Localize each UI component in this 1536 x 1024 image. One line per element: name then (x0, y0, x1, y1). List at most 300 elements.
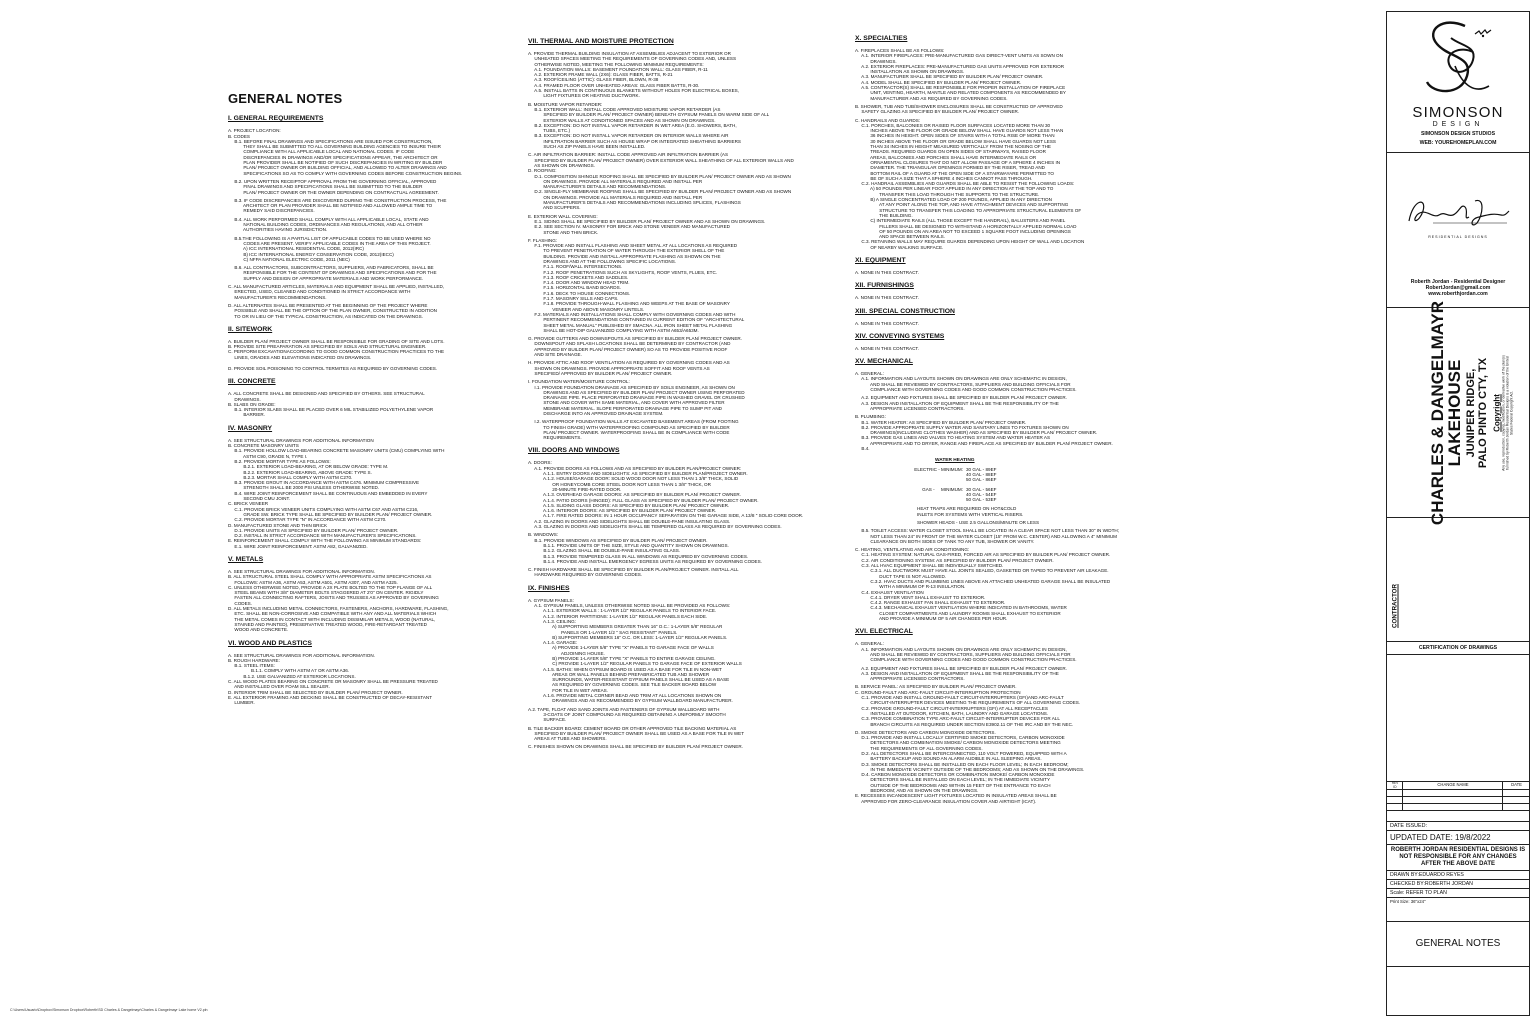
note-line: D. ROOFING: (528, 168, 557, 174)
checked-by: CHECKED BY:ROBERTH JORDAN (1387, 880, 1529, 889)
water-heating-type (913, 497, 966, 502)
section-heading: I. GENERAL REQUIREMENTS (228, 115, 324, 123)
note-line: INCHES ABOVE THE FLOOR OR GRADE BELOW SHALL HAVE GUARDS NOT LESS THAN (855, 128, 1064, 134)
note-line: G. PROVIDE GUTTERS AND DOWNSPOUTS AS SPECIFIED BY BUILDER PLAN/ PROJECT OWNER. (528, 336, 742, 342)
note-line: A.1.1. ENTRY DOORS AND SIDELIGHTS: AS SPECIFIED BY BUILDER PLAN/PROJECT OWNER. (528, 471, 748, 477)
note-line: A.4. MODEL SHALL BE SPECIFIED BY BUILDER PLAN/ PROJECT OWNER. (855, 79, 1022, 85)
rev-cell (1503, 804, 1529, 811)
section-heading: XIV. CONVEYING SYSTEMS (855, 332, 945, 340)
note-line: F.1.8. PROVIDE THROUGH-WALL FLASHING AND WEEPS AT THE BASE OF MASONRY (528, 301, 730, 307)
note-line: B.1. STEEL ITEMS: (228, 663, 275, 669)
note-line: TO PREVENT PENETRATION OF WATER THROUGH THE EXTERIOR SHELL OF THE (528, 248, 725, 254)
note-line: A. NONE IN THIS CONTRACT. (855, 320, 919, 326)
note-line: D. PROVIDE SOIL POISONING TO CONTROL TERMITES AS REQUIRED BY GOVERNING CODES. (228, 365, 438, 371)
updated-date: UPDATED DATE: 19/8/2022 (1387, 831, 1529, 845)
note-line: OR HONEYCOMB CORE STEEL DOOR NOT LESS THAN 1 3/8" THICK, OR (528, 481, 711, 487)
note-line: B.4. (855, 446, 870, 452)
note-line: OTHERWISE NOTED, MEETING THE FOLLOWING MINIMUM REQUIREMENTS: (528, 61, 704, 67)
note-line: ARCHITECT OR PLAN PROVIDER SHALL BE NOTIFIED AND ALLOWED AMPLE TIME TO (228, 203, 433, 209)
note-line: C.3. ALL HVAC EQUIPMENT SHALL BE INDIVIDUALLY SWITCHED. (855, 563, 1004, 569)
rev-cell (1403, 797, 1503, 804)
note-line: C.1. PROVIDE BRICK VENEER UNITS COMPLYING WITH ASTM C67 AND ASTM C216, (228, 506, 419, 512)
note-line: C.3. PROVIDE COMBINATION TYPE ARC-FAULT CIRCUIT-INTERRUPTER DEVICES FOR ALL (855, 716, 1060, 722)
note-line: IN THE IMMEDIATE VICINITY OUTSIDE OF THE BEDROOMS; AND AS SHOWN ON THE DRAWINGS. (855, 766, 1085, 772)
note-line: MANUFACTURER'S RECOMMENDATIONS. (228, 294, 327, 300)
note-line: B.1. BEFORE FINAL DRAWINGS AND SPECIFICATIONS ARE ISSUED FOR CONSTRUCTION, (228, 138, 433, 144)
note-line: A. DOORS: (528, 460, 552, 466)
notes-section (528, 447, 828, 577)
note-line: SURROUNDS, WATER-RESISTANT GYPSUM PANELS SHALL BE USED AS A BASE (528, 677, 730, 683)
note-line: C. ALL MANUFACTURED ARTICLES, MATERIALS AND EQUIPMENT SHALL BE APPLIED, INSTALLED, (228, 284, 445, 290)
revision-box (1387, 782, 1529, 822)
notes-section (855, 628, 1155, 804)
note-line: HARDWARE REQUIRED BY GOVERNING CODES. (528, 572, 643, 578)
note-line: E.1. WIRE JOINT REINFORCEMENT: ASTM A82, GALVANIZED. (228, 543, 368, 549)
section-heading: XI. EQUIPMENT (855, 256, 906, 264)
note-line: SECOND CMU JOINT. (228, 496, 291, 502)
date-header: DATE (1503, 782, 1529, 790)
note-line: ON DRAWINGS. PROVIDE ALL MATERIALS REQUIRED AND INSTALL PER (528, 194, 703, 200)
note-line: AS REQUIRED BY GOVERNING CODES. SEE TILE BACKER BOARD BELOW (528, 682, 717, 688)
notes-section (855, 333, 1155, 351)
notes-section (855, 35, 1155, 250)
title-block (1386, 11, 1530, 1016)
note-line: C.2. AIR CONDITIONING SYSTEM: AS SPECIFIED BY BUILDER PLAN/ PROJECT OWNER. (855, 557, 1054, 563)
signature-icon (1403, 193, 1513, 233)
note-line: A. GENERAL: (855, 371, 884, 377)
simonson-logo-icon (1403, 16, 1513, 104)
note-line: A.1. INFORMATION AND LAYOUTS SHOWN ON DRAWINGS ARE ONLY SCHEMATIC IN DESIGN, (855, 646, 1067, 652)
note-line: A.2. EQUIPMENT AND FIXTURES SHALL BE SPECIFIED BY BUILDER PLAN/ PROJECT OWNER. (855, 395, 1067, 401)
revision-table (1387, 782, 1529, 811)
note-line: B.1.2. USE GALVANIZED AT EXTERIOR LOCATIONS. (228, 673, 356, 679)
note-line: 20-MINUTE FIRE-RATED DOOR. (528, 486, 622, 492)
note-line: ERECTED, USED, CLEANED AND CONDITIONED IN STRICT ACCORDANCE WITH (228, 289, 411, 295)
note-line: SHEET METAL MANUAL" PUBLISHED BY SMACNA. ALL IRON SHEET METAL FLASHING (528, 322, 733, 328)
note-line: B.2.3. MORTAR SHALL COMPLY WITH ASTM C270. (228, 474, 353, 480)
note-line: DISCHARGE INTO AN APPROVED DRAINAGE SYSTEM. (528, 411, 664, 416)
signature-sub: RESIDENTIAL DESIGNS (1428, 235, 1488, 239)
note-line: B.4. ALL WORK PERFORMED SHALL COMPLY WITH ALL APPLICABLE LOCAL, STATE AND (228, 216, 429, 222)
note-line: A.1.6. PROVIDE METAL CORNER BEAD AND TRIM AT ALL LOCATIONS SHOWN ON (528, 693, 722, 699)
water-heating-rating: 40 GAL - 88EF (966, 471, 997, 477)
note-line: SHOWN ON DRAWINGS. PROVIDE APPROPRIATE SOFFIT AND ROOF VENTS AS (528, 365, 710, 371)
note-line: ORNAMENTAL CLOSURES THAT DO NOT ALLOW PASSAGE OF A SPHERE 4 INCHES IN (855, 159, 1061, 165)
note-line: STONE AND THIN BRICK. (528, 229, 599, 235)
note-line: D. INTERIOR TRIM SHALL BE SELECTED BY BUILDER PLAN/ PROJECT OWNER. (228, 689, 403, 695)
note-line: SUPPLY AND DESIGN OF APPROPRIATE MATERIALS AND WORK PERFORMANCE. (228, 275, 424, 281)
project-name-line-2: LAKEHOUSE (1445, 359, 1464, 467)
note-line: FOLLOWS: ASTM A36, ASTM A53, ASTM A501, ASTM A307, AND ASTM A325. (228, 579, 398, 585)
date-issued: DATE ISSUED: (1387, 822, 1529, 831)
note-line: SHALL BE HOT-DIP GALVANIZED COMPLYING WITH ASTM A653/A653M. (528, 327, 699, 333)
note-line: EXTERIOR WALLS AT CONDITIONED SPACES AND AS SHOWN ON DRAWINGS. (528, 117, 716, 123)
note-line: MEMBRANE MATERIAL. SLOPE PERFORATED DRAINAGE PIPE TO SUMP PIT AND (528, 405, 722, 411)
note-line: WOOD AND CONCRETE. (228, 627, 289, 633)
note-line: STRENGTH SHALL BE 2000 PSI UNLESS OTHERWISE NOTED. (228, 485, 380, 491)
notes-column-2 (528, 38, 828, 757)
section-heading: IV. MASONRY (228, 424, 273, 432)
notes-section (228, 640, 498, 706)
water-heating-rating: 50 GAL - 53EF (966, 497, 997, 503)
file-path: C:\Users\Usuario\Dropbox\Simonson Dropbox\Roberth\SD Charles & Dangelmayr\Charles & Dangelmayr Lake home V2.pln (10, 1008, 208, 1012)
studio-name: SIMONSON DESIGN STUDIOS (1420, 131, 1496, 137)
note-line: CLEARANCE ON BOTH SIDES OF TANK TO ANY TUB, SHOWER OR VANITY. (855, 538, 1035, 544)
note-line: A.1. INTERIOR FIREPLACES: PRE-MANUFACTURED GAS DIRECT-VENT UNITS AS SOWN ON (855, 53, 1063, 59)
note-line: COMPLIANCE WITH GOVERNING CODES AND GOOD COMMON CONSTRUCTION PRACTICES. (855, 657, 1077, 663)
note-line: STRUCTURE TO TRANSFER THIS LOADING TO APPROPRIATE STRUCTURAL ELEMENTS OF (855, 207, 1082, 213)
note-line: B. TILE BACKER BOARD: CEMENT BOARD OR OTHER APPROVED TILE BACKING MATERIAL AS (528, 725, 737, 731)
note-line: SPECIFIED/ APPROVED BY BUILDER PLAN/ PROJECT OWNER. (528, 370, 673, 376)
note-line: FINAL DRAWINGS AND SPECIFICATIONS SHALL BE SUBMITTED TO THE BUILDER (228, 184, 423, 190)
note-line: A. BUILDER PLAN/ PROJECT OWNER SHALL BE RESPONSIBLE FOR GRADING OF SITE AND LOTS. (228, 338, 445, 344)
note-line: INSTALLED AT OUTDOOR, KITCHEN, BATH, LAUNDRY AND GARAGE LOCATIONS. (855, 710, 1049, 716)
rev-cell (1387, 797, 1403, 804)
note-line: A.3. DESIGN AND INSTALLATION OF EQUIPMENT SHALL BE THE RESPONSIBILITY OF THE (855, 400, 1059, 406)
designer-name: Roberth Jordan - Residential Designer (1410, 279, 1506, 285)
change-name-header: CHANGE NAME (1403, 782, 1503, 790)
section-heading: II. SITEWORK (228, 325, 273, 333)
section-heading: XV. MECHANICAL (855, 358, 913, 366)
note-line: SURFACE. (528, 717, 567, 723)
note-line: B.2. PROVIDE MORTAR TYPE AS FOLLOWS: (228, 458, 331, 464)
note-line: DRAWINGS. (228, 396, 261, 402)
rev-cell (1503, 797, 1529, 804)
notes-section (228, 115, 498, 319)
project-title (1429, 301, 1489, 525)
certification-box (1387, 642, 1529, 782)
note-line: B. WINDOWS: (528, 532, 559, 538)
note-line: B.3. EXCEPTION: DO NOT INSTALL VAPOR RETARDER ON INTERIOR WALLS WHERE AIR (528, 133, 729, 139)
note-line: REQUIREMENTS. (528, 435, 582, 441)
section-heading: VI. WOOD AND PLASTICS (228, 639, 312, 647)
note-line: RESPONSIBLE FOR THE CONTENT OF DRAWINGS AND SPECIFICATIONS AND FOR THE (228, 270, 437, 276)
notes-section (228, 425, 498, 549)
designer-email: RobertJordan@gmail.com (1425, 285, 1491, 291)
note-line: B.1. PROVIDE WINDOWS AS SPECIFIED BY BUILDER PLAN/ PROJECT OWNER. (528, 537, 708, 543)
certification-title: CERTIFICATION OF DRAWINGS (1387, 642, 1529, 655)
note-line: A.1.3. OVERHEAD GARAGE DOORS: AS SPECIFIED BY BUILDER PLAN/ PROJECT OWNER. (528, 492, 741, 498)
note-line: C.2. PROVIDE GROUND-FAULT CIRCUIT-INTERRUPTERS (GFI) AT ALL RECEPTACLES (855, 705, 1048, 711)
note-line: AND INSTALLED OVER FOAM SILL SEALER. (228, 684, 330, 690)
note-line: SAFETY GLAZING AS SPECIFIED BY BUILDER PLAN/ PROJECT OWNER. (855, 109, 1020, 115)
note-line: A.1.7. FIRE RATED DOORS: IN 1 HOUR OCCUPANCY SEPARATION ON THE GARAGE SIDE, A 13/8 " SOLID CORE DOOR. (528, 513, 804, 519)
note-line: A.1.2. INTERIOR PARTITIONS: 1-LAYER 1/2" REGULAR PANELS EACH SIDE. (528, 613, 708, 619)
note-line: BOTTOM RAIL OF A GUARD AT THE OPEN SIDE OF A STAIRWAYARE PERMITTED TO (855, 170, 1054, 176)
note-line: COMPLIANCE WITH GOVERNING CODES AND GOOD COMMON CONSTRUCTION PRACTICES. (855, 387, 1077, 393)
note-line: 3-COATS OF JOINT COMPOUND AS REQUIRED OBTAINING A UNIFORMLY SMOOTH (528, 711, 726, 717)
note-line: B.3. IF CODE DISCREPANCIES ARE DISCOVERED DURING THE CONSTRUCTION PROCESS, THE (228, 197, 447, 203)
copyright-line-2: furnished by Roberth Jordan Residential Designs is a violation of the United (1505, 356, 1510, 470)
note-line: DUCT TAPE IS NOT ALLOWED. (855, 573, 947, 579)
note-line: C. BRICK VENEER (228, 501, 269, 507)
note-line: LIGHT FIXTURES OR HEATING DUCTWORK. (528, 93, 640, 99)
note-line: B.1. EXTERIOR WALL: INSTALL CODE APPROVED MOISTURE VAPOR RETARDER (AS (528, 106, 721, 112)
note-line: A. NONE IN THIS CONTRACT. (855, 269, 919, 275)
note-line: A.3. ROOF/CEILING (ATTIC): GLASS FIBER, BLOWN, R-38 (528, 77, 659, 83)
note-line: AREAS, BALCONIES AND PORCHES SHALL HAVE INTERMEDIATE RAILS OR (855, 154, 1037, 160)
note-line: C. HEATING, VENTILATING AND AIR CONDITIONING: (855, 547, 970, 553)
note-line: C.2. PROVIDE MORTAR TYPE "N" IN ACCORDANCE WITH ASTM C270. (228, 517, 387, 523)
rev-cell (1403, 804, 1503, 811)
contractor-label: CONTRACTOR (1391, 584, 1399, 628)
note-line: A.2. EXTERIOR FIREPLACES: PRE-MANUFACTURED GAS UNITS APPROVED FOR EXTERIOR (855, 63, 1065, 69)
note-line: 36 INCHES IN HEIGHT. OPEN SIDES OF STAIRS WITH A TOTAL RISE OF MORE THAN (855, 133, 1055, 139)
note-line: AND PROVIDE A MINIMUM OF 5 AIR CHANGES PER HOUR. (855, 616, 1008, 622)
note-line: AT ANY POINT ALONG THE TOP, AND HAVE ATTACHMENT DEVICES AND SUPPORTING (855, 202, 1069, 208)
note-line: APPROPRIATE AND TO DRYER, RANGE AND FIREPLACE AS SPECIFIED BY BUILDER PLAN/ PROJECT OWNER. (855, 440, 1113, 446)
note-line: B.3. PROVIDE GROUT IN ACCORDANCE WITH ASTM C476. MINIMUM COMPRESSIVE (228, 480, 420, 486)
note-line: I.1. PROVIDE FOUNDATION DRAINAGE AS SPECIFIED BY SOILS ENGINEER, AS SHOWN ON (528, 384, 735, 390)
note-line: ETC. SHALL BE NON-CORROSIVE AND COMPATIBLE WITH ANY AND ALL MATERIALS WHICH (228, 611, 437, 617)
note-line: B.1. INTERIOR SLABS SHALL BE PLACED OVER 6 MIL STABILIZED POLYETHYLENE VAPOR (228, 407, 434, 413)
note-line: SPECIFIED BY BUILDER PLAN/ PROJECT OWNER SHALL BE USED AS A BASE FOR TILE IN WET (528, 730, 745, 736)
responsibility-warning: ROBERTH JORDAN RESIDENTIAL DESIGNS IS NOT RESPONSIBLE FOR ANY CHANGES AFTER THE ABOVE DATE (1387, 845, 1529, 871)
section-heading: X. SPECIALTIES (855, 35, 908, 42)
note-line: C. FINISH HARDWARE SHALL BE SPECIFIED BY BUILDER PLAN/PROJECT OWNER. INSTALL ALL (528, 567, 739, 573)
note-line: F. FLASHING: (528, 237, 558, 243)
note-line: A. NONE IN THIS CONTRACT. (855, 295, 919, 301)
water-heating-title: WATER HEATING (935, 458, 975, 464)
section-heading: XII. FURNISHINGS (855, 282, 914, 290)
note-line: C. GROUND-FAULT AND ARC-FAULT CIRCUIT-INTERRUPTION PROTECTION (855, 689, 1021, 695)
note-line: B.6. ALL CONTRACTORS, SUBCONTRACTORS, SUPPLIERS, AND FABRICATORS, SHALL BE (228, 265, 434, 271)
note-line: D.3. SMOKE DETECTORS SHALL BE INSTALLED ON EACH FLOOR LEVEL; IN EACH BEDROOM; (855, 761, 1069, 767)
note-line: D. MANUFACTURED STONE AND THIN BRICK (228, 522, 328, 528)
note-line: A.1.6. INTERIOR DOORS: AS SPECIFIED BY BUILDER PLAN/ PROJECT OWNER. (528, 508, 717, 514)
note-line: DRAWINGS AND AS RECOMMENDED BY GYPSUM WALLBOARD MANUFACTURER. (528, 698, 733, 704)
note-line: B) PROVIDE 1-LAYER 5/8" TYPE "X" PANELS TO ENTIRE GARAGE CEILING. (528, 655, 716, 661)
logo-box (1387, 12, 1529, 153)
note-line: A.2. EXTERIOR FRAME WALL (2X6): GLASS FIBER, BATTS, R-21 (528, 72, 673, 78)
rev-cell (1403, 790, 1503, 797)
note-line: D.2. SINGLE-PLY MEMBRANE ROOFING SHALL BE SPECIFIED BY BUILDER PLAN/ PROJECT OWNER AND AS SHOWN (528, 189, 792, 195)
copyright-title: Copyright (1492, 394, 1502, 432)
note-line: AS SHOWN ON DRAWINGS. (528, 162, 595, 168)
note-line: B. PLUMBING: (855, 414, 886, 420)
note-line: A. SEE STRUCTURAL DRAWINGS FOR ADDITIONAL INFORMATION. (228, 569, 375, 574)
note-line: BE OF SUCH A SIZE THAT A SPHERE 4 INCHES CANNOT PASS THROUGH. (855, 175, 1033, 181)
note-line: B. MOISTURE VAPOR RETARDER: (528, 101, 603, 107)
note-line: DRAWINGS AND AT THE FOLLOWING SPECIFIC LOCATIONS. (528, 258, 677, 264)
note-line: AND SITE DRAINAGE. (528, 352, 582, 358)
note-line: E.2. SEE SECTION IV. MASONRY FOR BRICK AND STONE VENEER AND MANUFACTURED (528, 224, 730, 230)
note-line: D. ALL ALTERNATES SHALL BE PRESENTED AT THE BEGINNING OF THE PROJECT WHERE (228, 302, 428, 308)
copyright-line-1: Any use, reproduction, copying, modification, or derivative work of the plan(s) (1501, 355, 1506, 471)
note-line: A. SEE STRUCTURAL DRAWINGS FOR ADDITIONAL INFORMATION. (228, 652, 375, 658)
note-line: C. AIR INFILTRATION BARRIER: INSTALL CODE APPROVED AIR INFILTRATION BARRIER (AS (528, 152, 729, 158)
notes-section (855, 358, 1155, 451)
note-line: BATTERY BACKUP AND SOUND AN ALARM AUDIBLE IN ALL SLEEPING AREAS. (855, 756, 1042, 762)
note-line: B.1.4. PROVIDE AND INSTALL EMERGENCY EGRESS UNITS AS REQUIRED BY GOVERNING CODES. (528, 558, 762, 564)
designer-web: www.roberthjordan.com (1428, 291, 1488, 297)
note-line: DETECTORS SHALL BE INSTALLED ON EACH LEVEL; IN THE IMMEDIATE VICINITY (855, 777, 1051, 783)
rev-cell (1503, 790, 1529, 797)
note-line: C) PROVIDE 1-LAYER 1/2" REGULAR PANELS TO GARAGE FACE OF EXTERIOR WALLS (528, 661, 742, 667)
note-line: PANELS OR 1-LAYER 1/2 " SAG RESISTANT" PANELS. (528, 629, 678, 635)
note-line: TUBS, ETC.) (528, 128, 571, 134)
notes-section (855, 257, 1155, 275)
note-line: TO FINISH GRADE) WITH WATERPROOFING COMPOUND AS SPECIFIED BY BUILDER (528, 424, 730, 430)
col3-sections-b (855, 528, 1155, 804)
note-line: D.2. INSTALL IN STRICT ACCORDANCE WITH MANUFACTURER'S SPECIFICATIONS. (228, 533, 417, 539)
note-line: A.2. TAPE, FLOAT AND SAND JOINTS AND FASTENERS OF GYPSUM WALLBOARD WITH (528, 706, 720, 712)
note-line: D.1. PROVIDE AND INSTALL LOCALLY CERTIFIED SMOKE DETECTORS, CARBON MONOXIDE (855, 735, 1065, 741)
project-box (1387, 300, 1529, 526)
note-line: A) PROVIDE 1-LAYER 5/8" TYPE "X" PANELS TO GARAGE FACE OF WALLS (528, 645, 714, 651)
sheet-title-box (1387, 922, 1529, 967)
section-heading: XIII. SPECIAL CONSTRUCTION (855, 307, 955, 315)
note-line: A.1.3. CEILING: (528, 618, 576, 624)
note-line: H. PROVIDE ATTIC AND ROOF VENTILATION AS REQUIRED BY GOVERNING CODES AND AS (528, 360, 730, 366)
note-line: A.1.1. EXTERIOR WALLS : 1-LAYER 1/2" REGULAR PANELS TO INTERIOR FACE. (528, 608, 717, 614)
note-line: LUMBER. (228, 700, 255, 706)
note-line: OF NEARBY WALKING SURFACE. (855, 244, 944, 250)
note-line: MANUFACTURER AND AS REQUIRED BY GOVERNING CODES. (855, 95, 1008, 101)
note-line: THEY SHALL BE SUBMITTED TO ALL GOVERNING BUILDING AGENCIES TO INSURE THEIR (228, 144, 441, 150)
note-line: A. SEE STRUCTURAL DRAWINGS FOR ADDITIONAL INFORMATION (228, 437, 374, 443)
note-line: CODES. (228, 600, 252, 606)
note-line: A.1. PROVIDE DOORS AS FOLLOWS AND AS SPECIFIED BY BUILDER PLAN/PROJECT OWNER: (528, 465, 742, 471)
note-line: A.1.4. PATIO DOORS (HINGED): FULL GLASS AS SPECIFIED BY BUILDER PLAN/ PROJECT OWNER. (528, 497, 759, 503)
notes-section (855, 308, 1155, 326)
note-line: AND SPACE BETWEEN RAILS. (855, 234, 946, 240)
col3-sections-a (855, 35, 1155, 451)
note-line: I.2. WATERPROOF FOUNDATION WALLS AT EXCAVATED BASEMENT AREAS (FROM FOOTING (528, 419, 739, 425)
note-line: B.1.2. GLAZING SHALL BE DOUBLE-PANE INSULATING GLASS. (528, 548, 681, 554)
note-line: APPROPRIATE LICENSED CONTRACTORS. (855, 676, 965, 682)
note-line: TO OR IN LIEU OF THE TYPICAL CONSTRUCTION, AS INDICATED ON THE DRAWINGS. (228, 313, 423, 319)
note-line: A.1.5. SLIDING GLASS DOORS: AS SPECIFIED BY BUILDER PLAN/ PROJECT OWNER. (528, 502, 730, 508)
note-line: PERTINENT RECOMMENDATIONS CONTAINED IN CURRENT EDITION OF "ARCHITECTURAL (528, 317, 745, 323)
note-line: DIAMETER. THE TRIANGULAR OPENINGS FORMED BY THE RISER, TREAD AND (855, 165, 1045, 171)
note-line: C. FINISHES SHOWN ON DRAWINGS SHALL BE SPECIFIED BY BUILDER PLAN/ PROJECT OWNER. (528, 744, 743, 750)
note-line: CIRCUIT-INTERRUPTER DEVICES MEETING THE REQUIREMENTS OF ALL GOVERNING CODES. (855, 700, 1081, 706)
section-heading: III. CONCRETE (228, 378, 276, 386)
note-line: C. UNLESS OTHERWISE NOTED, PROVIDE A 2X PLATE BOLTED TO THE TOP FLANGE OF ALL (228, 584, 433, 590)
water-heating-type: GAS - MINIMUM: (922, 486, 963, 492)
notes-column-1 (228, 91, 498, 713)
note-line: STAINED AND PAINTED), PRESERVATIVE TREATED WOOD, FIRE-RETARDANT TREATED (228, 621, 427, 627)
note-line: A.1. INFORMATION AND LAYOUTS SHOWN ON DRAWINGS ARE ONLY SCHEMATIC IN DESIGN, (855, 376, 1067, 382)
note-line: F.1.4. DOOR AND WINDOW HEAD TRIM. (528, 280, 630, 286)
note-line: ADJOINING HOUSE. (528, 650, 605, 656)
note-line: F.1.2. ROOF PENETRATIONS SUCH AS SKYLIGHTS, ROOF VENTS, FLUES, ETC. (528, 269, 718, 275)
note-line: A.5. INSTALL BATTS IN CONTINUOUS BLANKETS WITHOUT HOLES FOR ELECTRICAL BOXES, (528, 88, 740, 94)
page-title: GENERAL NOTES (228, 91, 343, 106)
water-heating-rating: 40 GAL - 54EF (966, 491, 997, 497)
note-line: C.2. HANDRAIL ASSEMBLIES AND GUARDS SHALL BE ABLE TO RESIST THE FOLLOWING LOADS: (855, 181, 1075, 187)
notes-section (528, 38, 828, 440)
note-line: B.1. PROVIDE HOLLOW LOAD-BEARING CONCRETE MASONRY UNITS (CMU) COMPLYING WITH (228, 448, 445, 454)
note-line: TRANSFER THIS LOAD THROUGH THE SUPPORTS TO THE STRUCTURE. (855, 191, 1040, 197)
notes-column-3 (855, 35, 1155, 811)
note-line: A. GENERAL: (855, 641, 884, 647)
water-heating-rating: 30 GAL - 56EF (966, 486, 997, 492)
note-line: B.5.THE FOLLOWING IS A PARTIAL LIST OF APPLICABLE CODES TO BE USED WHERE NO (228, 235, 431, 241)
col1-sections (228, 115, 498, 705)
print-size: Print Size: 36"x24" (1390, 899, 1426, 904)
note-line: B.5. TOILET ACCESS: WATER CLOSET STOOL SHALL BE LOCATED IN A CLEAR SPACE NOT LESS THAN 30" IN WIDTH; (855, 528, 1119, 534)
note-line: C. PERFORM EXCAVATIONACCORDING TO GOOD COMMON CONSTRUCTION PRACTICES TO THE (228, 349, 445, 355)
note-line: B.3. PROVIDE GAS LINES AND VALVES TO HEATING SYSTEM AND WATER HEATER AS (855, 435, 1051, 441)
note-line: REMEDY SAID DISCREPANCIES. (228, 208, 315, 214)
project-location-line-2: PALO PINTO CTY, TX (1477, 357, 1489, 469)
note-line: GRADE SW. BRICK TYPE SHALL BE SPECIFIED BY BUILDER PLAN/ PROJECT OWNER. (228, 511, 433, 517)
note-line: C.1. PROVIDE AND INSTALL GROUND-FAULT CIRCUIT-INTERRUPTERS (GFI)AND ARC-FAULT (855, 695, 1064, 701)
notes-section (528, 585, 828, 750)
note-line: CODES ARE PRESENT. VERIFY APPLICABLE CODES IN THE AREA OF THIS PROJECT. (228, 240, 431, 246)
note-line: INSTALLATION AS SHOWN ON DRAWINGS. (855, 69, 965, 75)
note-line: B) ICC INTERNATIONAL ENERGY CONSERVATION CODE, 2012(IECC) (228, 251, 394, 257)
note-line: A.5. CONTRACTOR(S) SHALL BE RESPONSIBLE FOR PROPER INSTALLATION OF FIREPLACE (855, 85, 1066, 91)
note-line: PLAN/ PROJECT OWNER. WATERPROOFING SHALL BE IN COMPLIANCE WITH CODE (528, 429, 730, 435)
heat-trap-note: HEAT TRAPS ARE REQUIRED ON HOT&COLD INLETS FOR SYSTEMS WITH VERTICAL RISERS. (917, 506, 1024, 517)
note-line: AND SHALL BE REVIEWED BY CONTRACTORS, SUPPLIERS AND BUILDING OFFICIALS FOR (855, 381, 1071, 387)
note-line: FASTEN ALL CONNECTING RAFTERS, JOISTS AND TRUSSES AS APPROVED BY GOVERNING (228, 595, 439, 601)
note-line: INFILTRATION BARRIER SUCH AS HOUSE WRAP OR INTEGRATED SHEATHING BARRIERS (528, 138, 741, 144)
note-line: A.2. EQUIPMENT AND FIXTURES SHALL BE SPECIFIED BY BUILDER PLAN/ PROJECT OWNER. (855, 665, 1067, 671)
note-line: C.4.2. RANGE EXHAUST FAN SHALL EXHAUST TO EXTERIOR. (855, 600, 1006, 606)
note-line: B. CODES (228, 133, 250, 139)
note-line: A.3. DESIGN AND INSTALLATION OF EQUIPMENT SHALL BE THE RESPONSIBILITY OF THE (855, 670, 1059, 676)
note-line: SUCH AS ZIP PANELS HAVE BEEN INSTALLED. (528, 144, 646, 150)
note-line: THE METAL COMES IN CONTACT WITH INCLUDING DISSIMILAR METALS, WOOD (NATURAL, (228, 616, 436, 622)
note-line: F.1.6. DECK TO HOUSE CONNECTIONS. (528, 290, 631, 296)
note-line: STEEL BEAMS WITH 3/8" DIAMETER BOLTS STAGGERED AT 2'0" ON CENTER. RIGIDLY (228, 590, 424, 596)
water-heating-row (913, 497, 1155, 502)
note-line: COMPLIANCE WITH ALL APPLICABLE LOCAL AND NATIONAL CODES. IF CODE (228, 149, 415, 155)
note-line: DRAINAGE PIPE. PLACE PERFORATED DRAINAGE PIPE IN WASHED GRAVEL OR CRUSHED (528, 395, 745, 401)
note-line: THAN 34 INCHES IN HEIGHT MEASURED VERTICALLY FROM THE NOSING OF THE (855, 144, 1051, 150)
note-line: AUTHORITIES HAVING JURISDICTION. (228, 227, 328, 233)
note-line: POSSIBLE AND SHALL BE THE OPTION OF THE PLAN OWNER, CONSTRUCTED IN ADDITION (228, 308, 437, 314)
note-line: BEDROOM; AND AS SHOWN ON THE DRAWINGS. (855, 788, 979, 794)
shower-head-note: SHOWER HEADS - USE 2.5 GALLONS/MINUTE OR LESS (917, 520, 1040, 525)
note-line: SPECIFIED BY BUILDER PLAN/ PROJECT OWNER) OVER EXTERIOR WALL SHEATHING OF ALL EXTERIOR WALLS AND (528, 157, 794, 163)
note-line: AREAS OR WALL PANELS BEHIND PREFABRICATED TUB AND SHOWER (528, 671, 710, 677)
note-line: A. NONE IN THIS CONTRACT. (855, 345, 919, 351)
note-line: B.2.2. EXTERIOR LOAD-BEARING, ABOVE GRADE: TYPE S. (228, 469, 372, 475)
note-line: STONE AND COVER WITH SAME MATERIAL, AND COVER WITH APPROVED FILTER (528, 400, 725, 406)
note-line: UNIT, VENTING, HEARTH, MANTLE AND RELATED COMPONENTS AS RECOMMENDED BY (855, 90, 1066, 96)
note-line: D. ALL METALS INCLUDING METAL CONNECTORS, FASTENERS, ANCHORS, HARDWARE, FLASHING, (228, 606, 449, 612)
note-line: A.2. GLAZING IN DOORS AND SIDELIGHTS SHALL BE DOUBLE-PANE INSULATING GLASS. (528, 518, 731, 524)
note-line: D.2. ALL DETECTORS SHALL BE INTERCONNECTED, 110 VOLT POWERED, EQUIPPED WITH A (855, 750, 1067, 756)
note-line: LINES, GRADES AND ELEVATIONS INDICATED ON DRAWINGS. (228, 354, 372, 360)
note-line: D.1. COMPOSITION SHINGLE ROOFING SHALL BE SPECIFIED BY BUILDER PLAN/ PROJECT OWNER AND AS SHOWN (528, 173, 791, 179)
note-line: A.3. MANUFACTURER SHALL BE SPECIFIED BY BUILDER PLAN/ PROJECT OWNER. (855, 74, 1044, 80)
note-line: WITH A MINIMUM OF R-13 INSULATION. (855, 584, 966, 590)
note-line: B. ROUGH HARDWARE: (228, 657, 280, 663)
designer-info (1387, 279, 1529, 297)
note-line: MANUFACTURER'S DETAILS AND RECOMMENDATIONS. (528, 184, 667, 190)
note-line: DRAWINGS. (855, 58, 897, 64)
note-line: B.2. PROVIDE APPROPRIATE SUPPLY WATER AND SANITARY LINES TO FIXTURES SHOWN ON (855, 424, 1069, 430)
note-line: AND SHALL BE REVIEWED BY CONTRACTORS, SUPPLIERS AND BUILDING OFFICIALS FOR (855, 651, 1071, 657)
note-line: ON DRAWINGS. PROVIDE ALL MATERIALS REQUIRED AND INSTALL PER (528, 178, 703, 184)
date-box (1387, 822, 1529, 922)
copyright-block (1493, 355, 1514, 471)
note-line: B. SHOWER, TUB AND TUB/SHOWER ENCLOSURES SHALL BE CONSTRUCTED OF APPROVED (855, 103, 1063, 109)
note-line: B) SUPPORTING MEMBERS 16" O.C. OR LESS: 1-LAYER 1/2" REGULAR PANELS. (528, 634, 728, 640)
note-line: C) NFPA NATIONAL ELECTRIC CODE, 2011 (NEC) (228, 256, 350, 262)
water-heating-table (855, 458, 1155, 525)
note-line: AND SCUPPERS. (528, 205, 581, 211)
note-line: F.2. MATERIALS AND INSTALLATIONS SHALL COMPLY WITH GOVERNING CODES AND WITH (528, 311, 736, 317)
note-line: C.1. HEATING SYSTEM: NATURAL GAS-FIRED, FORCED AIR AS SPECIFIED BY BUILDER PLAN/ PROJECT OWNER. (855, 552, 1111, 558)
note-line: A.1.5. BATHS: WHEN GYPSUM BOARD IS USED AS A BASE FOR TILE IN NON-WET (528, 666, 722, 672)
